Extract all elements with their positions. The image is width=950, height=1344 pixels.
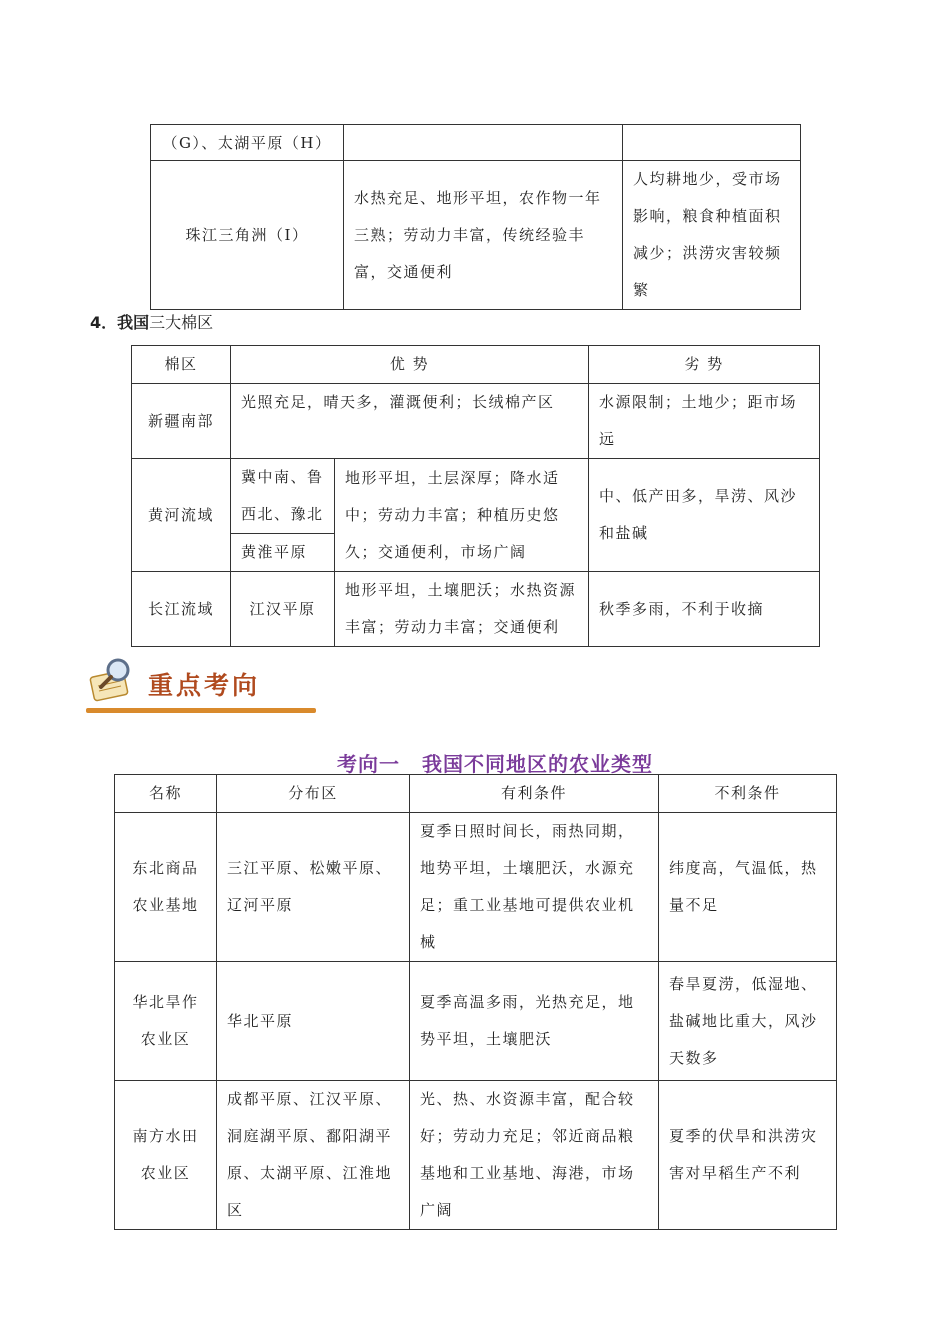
region-cell: 黄河流域 (132, 459, 231, 572)
disadvantage-cell: 中、低产田多，旱涝、风沙和盐碱 (589, 459, 820, 572)
region-cell: （G）、太湖平原（H） (151, 125, 344, 161)
cotton-region-table (131, 345, 820, 647)
disadvantage-cell: 秋季多雨，不利于收摘 (589, 572, 820, 647)
table-row (151, 125, 801, 161)
advantage-cell: 地形平坦，土壤肥沃；水热资源丰富；劳动力丰富；交通便利 (335, 572, 589, 647)
advantage-cell: 夏季日照时间长，雨热同期，地势平坦，土壤肥沃，水源充足；重工业基地可提供农业机械 (410, 813, 659, 962)
cotton-heading (90, 311, 213, 335)
table-row (151, 161, 801, 310)
area-cell: 华北平原 (217, 962, 410, 1081)
header-cell: 有利条件 (410, 775, 659, 813)
banner-underline (86, 708, 316, 713)
table-row (132, 459, 820, 534)
section-label: 考向一 (337, 752, 400, 776)
table-row (132, 572, 820, 647)
heading-text: 三大棉区 (149, 313, 214, 332)
magnifier-notebook-icon (88, 656, 144, 704)
subregion-cell: 黄淮平原 (231, 534, 335, 572)
agriculture-type-table (114, 774, 837, 1230)
advantage-cell: 光照充足，晴天多，灌溉便利；长绒棉产区 (231, 384, 589, 459)
disadvantage-cell: 人均耕地少，受市场影响，粮食种植面积减少；洪涝灾害较频繁 (623, 161, 801, 310)
subregion-cell: 冀中南、鲁西北、豫北 (231, 459, 335, 534)
region-cell: 珠江三角洲（I） (151, 161, 344, 310)
table-header-row (115, 775, 837, 813)
table-row (115, 1081, 837, 1230)
table-row (115, 813, 837, 962)
region-cell: 长江流域 (132, 572, 231, 647)
area-cell: 成都平原、江汉平原、洞庭湖平原、鄱阳湖平原、太湖平原、江淮地区 (217, 1081, 410, 1230)
subregion-cell: 江汉平原 (231, 572, 335, 647)
header-cell: 分布区 (217, 775, 410, 813)
table-row (115, 962, 837, 1081)
table-row (132, 384, 820, 459)
area-cell: 三江平原、松嫩平原、辽河平原 (217, 813, 410, 962)
region-cell: 新疆南部 (132, 384, 231, 459)
header-cell: 优 势 (231, 346, 589, 384)
name-cell: 华北旱作农业区 (115, 962, 217, 1081)
header-cell: 棉区 (132, 346, 231, 384)
heading-bold: 我国 (117, 313, 150, 332)
advantage-cell: 水热充足、地形平坦，农作物一年三熟；劳动力丰富，传统经验丰富，交通便利 (344, 161, 623, 310)
key-topics-banner (86, 656, 318, 716)
disadvantage-cell: 春旱夏涝，低湿地、盐碱地比重大，风沙天数多 (659, 962, 837, 1081)
disadvantage-cell (623, 125, 801, 161)
table-header-row (132, 346, 820, 384)
grain-base-table-continued (150, 124, 801, 310)
disadvantage-cell: 水源限制；土地少；距市场远 (589, 384, 820, 459)
advantage-cell (344, 125, 623, 161)
name-cell: 东北商品农业基地 (115, 813, 217, 962)
banner-title: 重点考向 (148, 671, 261, 700)
section-title (0, 748, 950, 777)
disadvantage-cell: 纬度高，气温低，热量不足 (659, 813, 837, 962)
disadvantage-cell: 夏季的伏旱和洪涝灾害对早稻生产不利 (659, 1081, 837, 1230)
heading-number: 4． (90, 313, 118, 332)
advantage-cell: 夏季高温多雨，光热充足，地势平坦，土壤肥沃 (410, 962, 659, 1081)
advantage-cell: 光、热、水资源丰富，配合较好；劳动力充足；邻近商品粮基地和工业基地、海港，市场广阔 (410, 1081, 659, 1230)
header-cell: 不利条件 (659, 775, 837, 813)
section-title-text: 我国不同地区的农业类型 (422, 752, 653, 776)
header-cell: 名称 (115, 775, 217, 813)
name-cell: 南方水田农业区 (115, 1081, 217, 1230)
advantage-cell: 地形平坦，土层深厚；降水适中；劳动力丰富；种植历史悠久；交通便利，市场广阔 (335, 459, 589, 572)
header-cell: 劣 势 (589, 346, 820, 384)
